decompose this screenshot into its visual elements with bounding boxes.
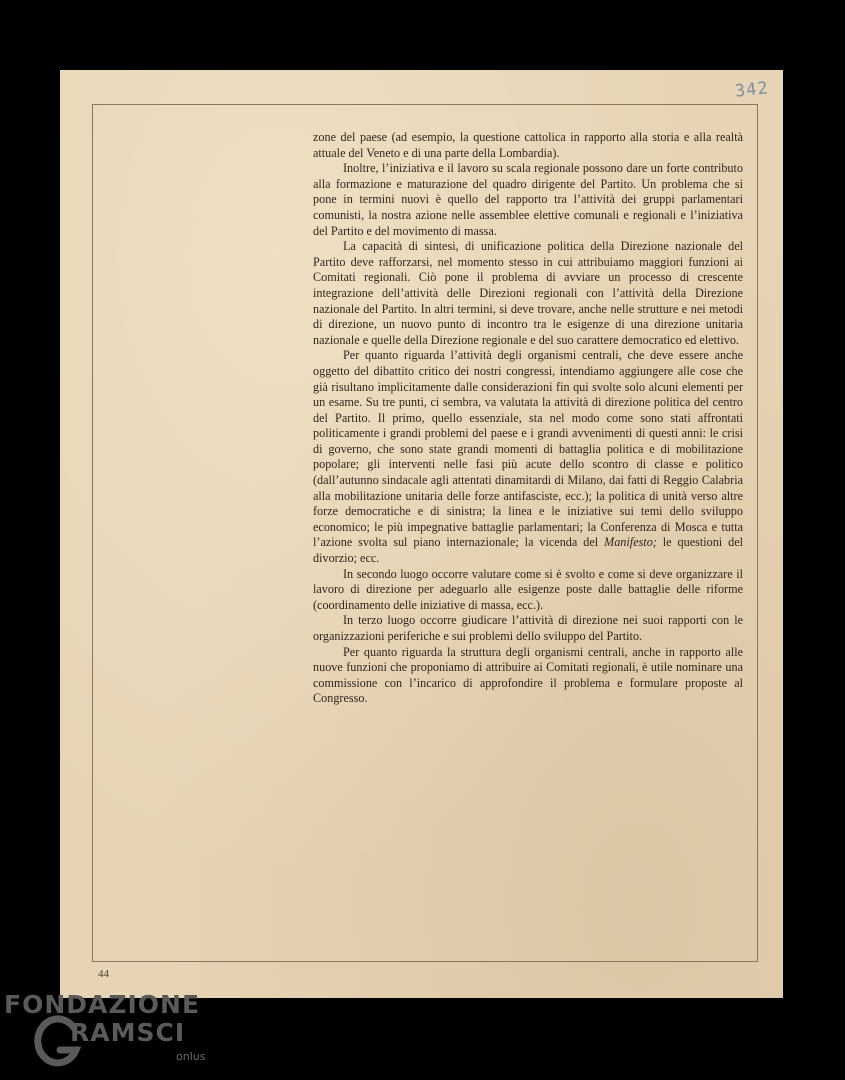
manifesto-italic: Manifesto; — [604, 535, 657, 550]
body-text — [313, 130, 743, 707]
paragraph-2: Inoltre, l’iniziativa e il lavoro su scala regionale possono dare un forte contributo alla formazione e maturazione del quadro dirigente del Partito. Un problema che si pone in termini nuovi è quello del rapporto tra l’attività dei gruppi parlamentari comunisti, la nostra azione nelle assemblee elettive comunali e regionali e l’iniziativa del Partito e del movimento di massa. — [313, 161, 743, 238]
logo-line-2: RAMSCI — [70, 1018, 186, 1047]
page-number: 44 — [98, 968, 109, 980]
handwritten-archive-number: 342 — [734, 78, 770, 102]
logo-line-1: FONDAZIONE — [4, 990, 201, 1019]
paragraph-1: zone del paese (ad esempio, la questione cattolica in rapporto alla storia e alla realtà attuale del Veneto e di una parte della Lombardia). — [313, 130, 743, 160]
logo-suffix: onlus — [176, 1050, 206, 1063]
paragraph-7: Per quanto riguarda la struttura degli organismi centrali, anche in rapporto alle nuove funzioni che proponiamo di attribuire ai Comitati regionali, è utile nominare una commissione con l’incarico di approfondire il problema e formulare proposte al Congresso. — [313, 644, 743, 706]
paragraph-6: In terzo luogo occorre giudicare l’attività di direzione nei suoi rapporti con le organizzazioni periferiche e sui problemi dello sviluppo del Partito. — [313, 613, 743, 643]
paragraph-5: In secondo luogo occorre valutare come si è svolto e come si deve organizzare il lavoro di direzione per adeguarlo alle esigenze poste dalle battaglie delle riforme (coordinamento delle iniziative di massa, ecc.). — [313, 566, 743, 612]
document-page — [60, 70, 783, 998]
paragraph-3: La capacità di sintesi, di unificazione politica della Direzione nazionale del Partito deve rafforzarsi, nel momento stesso in cui attribuiamo maggiori funzioni ai Comitati regionali. Ciò pone il problema di avviare un processo di crescente integrazione dell’attività delle Direzioni regionali con l’attività della Direzione nazionale del Partito. In altri termini, si deve trovare, anche nelle strutture e nei metodi di direzione, un nuovo punto di incontro tra le esigenze di una direzione unitaria nazionale e quelle della Direzione regionale e del suo carattere democratico ed elettivo. — [313, 239, 743, 347]
fondazione-gramsci-logo — [4, 990, 224, 1070]
paragraph-4: Per quanto riguarda l’attività degli organismi centrali, che deve essere anche oggetto del dibattito critico dei nostri congressi, intendiamo aggiungere alle cose che già risultano implicitamente dalle considerazioni fin qui svolte solo alcuni elementi per un esame. Su tre punti, ci sembra, va valutata la attività di direzione politica del centro del Partito. Il primo, quello essenziale, sta nel modo come sono stati affrontati politicamente i grandi problemi del paese e i grandi avvenimenti di questi anni: le crisi di governo, che sono state grandi momenti di battaglia politica e di mobilitazione popolare; gli interventi nelle fasi più acute dello scontro di classe e politico (dall’autunno sindacale agli attentati dinamitardi di Milano, dai fatti di Reggio Calabria alla mobilitazione unitaria delle forze antifasciste, ecc.); la politica di unità verso altre forze democratiche e di sinistra; la linea e le iniziative sui temi dello sviluppo economico; le più impegnative battaglie parlamentari; la Conferenza di Mosca e tutta l’azione svolta sul piano internazionale; la vicenda del Manifesto; le questioni del divorzio; ecc. — [313, 348, 743, 566]
